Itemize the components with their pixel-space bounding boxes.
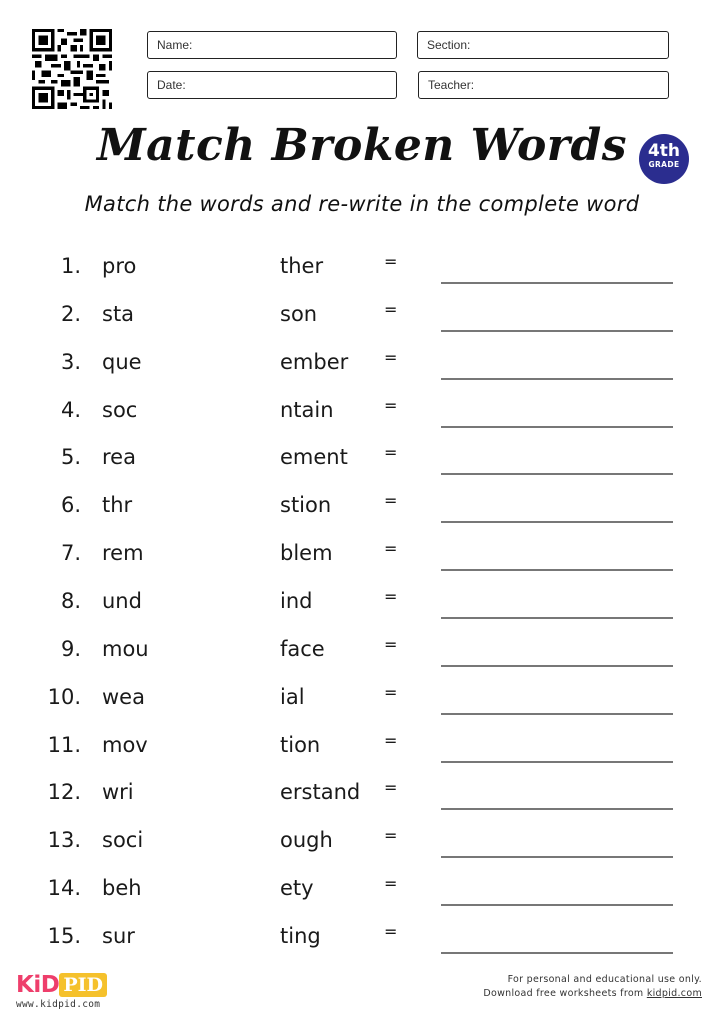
footer-note xyxy=(483,973,702,1001)
name-field[interactable]: Name: xyxy=(147,31,397,59)
word-row xyxy=(0,586,724,629)
word-part-right: ntain xyxy=(280,397,334,422)
answer-line[interactable] xyxy=(441,617,673,619)
word-row xyxy=(0,780,724,820)
item-number: 12. xyxy=(47,780,81,805)
answer-line[interactable] xyxy=(441,569,673,571)
word-row xyxy=(0,493,724,533)
word-part-left: beh xyxy=(102,876,142,901)
word-part-left: thr xyxy=(102,493,133,518)
word-part-left: que xyxy=(102,349,142,374)
qr-code-icon xyxy=(32,29,112,109)
word-part-right: ement xyxy=(280,445,348,470)
logo-pid: PID xyxy=(59,973,107,997)
word-part-left: und xyxy=(102,588,142,613)
answer-line[interactable] xyxy=(441,713,673,715)
equals-sign: = xyxy=(384,730,398,750)
item-number: 5. xyxy=(60,445,81,470)
word-part-left: rem xyxy=(102,541,144,566)
grade-number: 4th xyxy=(647,141,681,161)
equals-sign: = xyxy=(384,491,398,511)
answer-line[interactable] xyxy=(441,473,673,475)
footer-line-1: For personal and educational use only. xyxy=(507,974,702,985)
item-number: 11. xyxy=(47,732,81,757)
equals-sign: = xyxy=(384,634,398,654)
kidpid-link[interactable]: kidpid.com xyxy=(646,988,702,999)
item-number: 10. xyxy=(47,684,81,709)
word-row xyxy=(0,395,724,438)
equals-sign: = xyxy=(384,682,398,702)
answer-line[interactable] xyxy=(441,952,673,954)
word-part-left: sur xyxy=(102,923,135,948)
equals-sign: = xyxy=(384,778,398,798)
word-part-left: rea xyxy=(102,445,136,470)
word-part-right: blem xyxy=(280,541,333,566)
answer-line[interactable] xyxy=(441,282,673,284)
answer-line[interactable] xyxy=(441,761,673,763)
word-part-right: stion xyxy=(280,493,332,518)
word-row xyxy=(0,730,724,773)
word-part-right: ting xyxy=(280,923,321,948)
item-number: 3. xyxy=(60,349,81,374)
equals-sign: = xyxy=(384,443,398,463)
word-row xyxy=(0,541,724,581)
kidpid-logo xyxy=(16,972,107,1010)
section-field[interactable]: Section: xyxy=(417,31,669,59)
answer-line[interactable] xyxy=(441,426,673,428)
item-number: 6. xyxy=(60,493,81,518)
answer-line[interactable] xyxy=(441,808,673,810)
word-row xyxy=(0,682,724,725)
word-part-left: soc xyxy=(102,397,138,422)
item-number: 7. xyxy=(60,541,81,566)
grade-label: GRADE xyxy=(648,160,680,169)
answer-line[interactable] xyxy=(441,856,673,858)
word-part-left: mou xyxy=(102,636,149,661)
equals-sign: = xyxy=(384,252,398,271)
item-number: 2. xyxy=(60,301,81,326)
word-row xyxy=(0,445,724,485)
word-part-right: ough xyxy=(280,828,333,853)
equals-sign: = xyxy=(384,826,398,846)
word-part-right: son xyxy=(280,301,318,326)
item-number: 9. xyxy=(60,636,81,661)
word-row xyxy=(0,921,724,964)
equals-sign: = xyxy=(384,874,398,894)
logo-kid: KiD xyxy=(16,972,60,998)
logo-url: www.kidpid.com xyxy=(16,999,101,1010)
word-row xyxy=(0,347,724,390)
equals-sign: = xyxy=(384,586,398,606)
answer-line[interactable] xyxy=(441,330,673,332)
word-part-right: ember xyxy=(280,349,349,374)
word-part-right: ial xyxy=(280,684,305,709)
word-part-right: ety xyxy=(280,876,314,901)
grade-badge xyxy=(639,134,689,184)
item-number: 13. xyxy=(47,828,81,853)
item-number: 8. xyxy=(60,588,81,613)
answer-line[interactable] xyxy=(441,521,673,523)
word-part-left: mov xyxy=(102,732,148,757)
item-number: 4. xyxy=(60,397,81,422)
equals-sign: = xyxy=(384,921,398,941)
instructions: Match the words and re-write in the complete word xyxy=(84,192,640,216)
item-number: 15. xyxy=(47,923,81,948)
word-part-right: ind xyxy=(280,588,313,613)
word-part-right: tion xyxy=(280,732,321,757)
equals-sign: = xyxy=(384,299,398,319)
word-part-right: erstand xyxy=(280,780,361,805)
word-part-right: face xyxy=(280,636,325,661)
footer-line-2-prefix: Download free worksheets from xyxy=(483,988,647,999)
word-row xyxy=(0,828,724,868)
word-part-right: ther xyxy=(280,254,324,278)
word-row xyxy=(0,254,724,294)
date-field[interactable]: Date: xyxy=(147,71,397,99)
word-row xyxy=(0,634,724,677)
equals-sign: = xyxy=(384,539,398,559)
item-number: 14. xyxy=(47,876,81,901)
word-part-left: soci xyxy=(102,828,144,853)
teacher-field[interactable]: Teacher: xyxy=(418,71,669,99)
word-part-left: pro xyxy=(102,254,137,278)
word-part-left: wea xyxy=(102,684,145,709)
footer-line-2 xyxy=(483,987,702,1001)
answer-line[interactable] xyxy=(441,378,673,380)
answer-line[interactable] xyxy=(441,665,673,667)
answer-line[interactable] xyxy=(441,904,673,906)
word-row xyxy=(0,299,724,342)
word-part-left: sta xyxy=(102,301,135,326)
word-part-left: wri xyxy=(102,780,134,805)
item-number: 1. xyxy=(60,254,81,278)
page-title: Match Broken Words xyxy=(96,120,628,171)
equals-sign: = xyxy=(384,395,398,415)
word-row xyxy=(0,876,724,916)
equals-sign: = xyxy=(384,347,398,367)
